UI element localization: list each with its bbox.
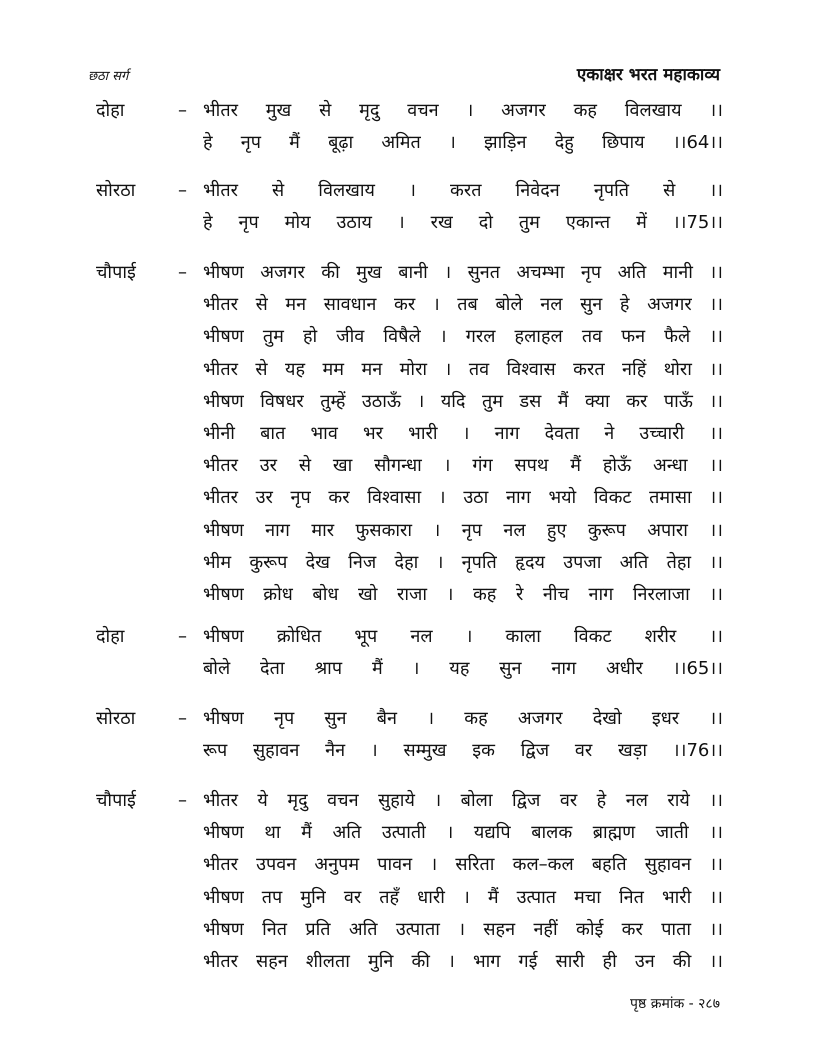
verse-line: भीतर उर नृप कर विश्वासा । उठा नाग भयो विकट तमासा ।। [203, 487, 723, 509]
verse-line: भीनी बात भाव भर भारी । नाग देवता ने उच्चारी ।। [203, 423, 723, 444]
stanza-dash: – [178, 180, 187, 201]
verse-line: भीतर से विलखाय । करत निवेदन नृपति से ।। [203, 180, 723, 201]
stanza-dash: – [178, 626, 187, 647]
verse-line: भीषण नाग मार फुसकारा । नृप नल हुए कुरूप अपारा ।। [203, 519, 723, 541]
verse-line: भीषण नृप सुन बैन । कह अजगर देखो इधर ।। [203, 708, 723, 729]
stanza-type-label: चौपाई [96, 262, 136, 283]
verse-line: भीषण अजगर की मुख बानी । सुनत अचम्भा नृप अति मानी ।। [203, 262, 723, 283]
verse-line: भीषण नित प्रति अति उत्पाता । सहन नहीं कोई कर पाता ।। [203, 918, 723, 940]
verse-line: भीतर ये मृदु वचन सुहाये । बोला द्विज वर हे नल राये ।। [203, 790, 723, 811]
verse-line: भीम कुरूप देख निज देहा । नृपति हृदय उपजा अति तेहा ।। [203, 551, 723, 573]
stanza-type-label: दोहा [96, 100, 125, 121]
page-number: पृष्ठ क्रमांक - २८७ [630, 996, 720, 1012]
chapter-header: छठा सर्ग [88, 69, 129, 84]
stanza-dash: – [178, 790, 187, 811]
verse-line: भीषण विषधर तुम्हें उठाऊँ । यदि तुम डस मैं क्या कर पाऊँ ।। [203, 390, 723, 412]
verse-line: हे नृप मैं बूढ़ा अमित । झाड़िन देहु छिपाय ।।64।। [203, 132, 723, 154]
stanza-type-label: दोहा [96, 626, 125, 647]
verse-line: भीतर से यह मम मन मोरा । तव विश्वास करत नहिं थोरा ।। [203, 358, 723, 380]
verse-line: रूप सुहावन नैन । सम्मुख इक द्विज वर खड़ा ।।76।। [203, 740, 723, 762]
stanza-type-label: सोरठा [96, 180, 136, 201]
verse-line: भीषण तुम हो जीव विषैले । गरल हलाहल तव फन फैले ।। [203, 326, 723, 348]
stanza-dash: – [178, 262, 187, 283]
verse-line: भीतर से मन सावधान कर । तब बोले नल सुन हे अजगर ।। [203, 294, 723, 316]
stanza-type-label: सोरठा [96, 708, 136, 729]
stanza-dash: – [178, 708, 187, 729]
verse-line: भीषण क्रोध बोध खो राजा । कह रे नीच नाग निरलाजा ।। [203, 584, 723, 605]
verse-line: बोले देता श्राप मैं । यह सुन नाग अधीर ।।65।। [203, 658, 723, 680]
stanza-type-label: चौपाई [96, 790, 136, 811]
verse-line: भीषण था मैं अति उत्पाती । यद्यपि बालक ब्राह्मण जाती ।। [203, 822, 723, 844]
verse-line: भीतर सहन शीलता मुनि की । भाग गई सारी ही उन की ।। [203, 951, 723, 972]
verse-line: हे नृप मोय उठाय । रख दो तुम एकान्त में ।।75।। [203, 212, 723, 234]
verse-line: भीषण तप मुनि वर तहँ धारी । मैं उत्पात मचा नित भारी ।। [203, 886, 723, 908]
book-title-header: एकाक्षर भरत महाकाव्य [576, 65, 720, 85]
stanza-dash: – [178, 100, 187, 121]
verse-line: भीतर मुख से मृदु वचन । अजगर कह विलखाय ।। [203, 100, 723, 121]
verse-line: भीतर उर से खा सौगन्धा । गंग सपथ मैं होऊँ अन्धा ।। [203, 455, 723, 477]
verse-line: भीतर उपवन अनुपम पावन । सरिता कल–कल बहति सुहावन ।। [203, 854, 723, 876]
verse-line: भीषण क्रोधित भूप नल । काला विकट शरीर ।। [203, 626, 723, 647]
